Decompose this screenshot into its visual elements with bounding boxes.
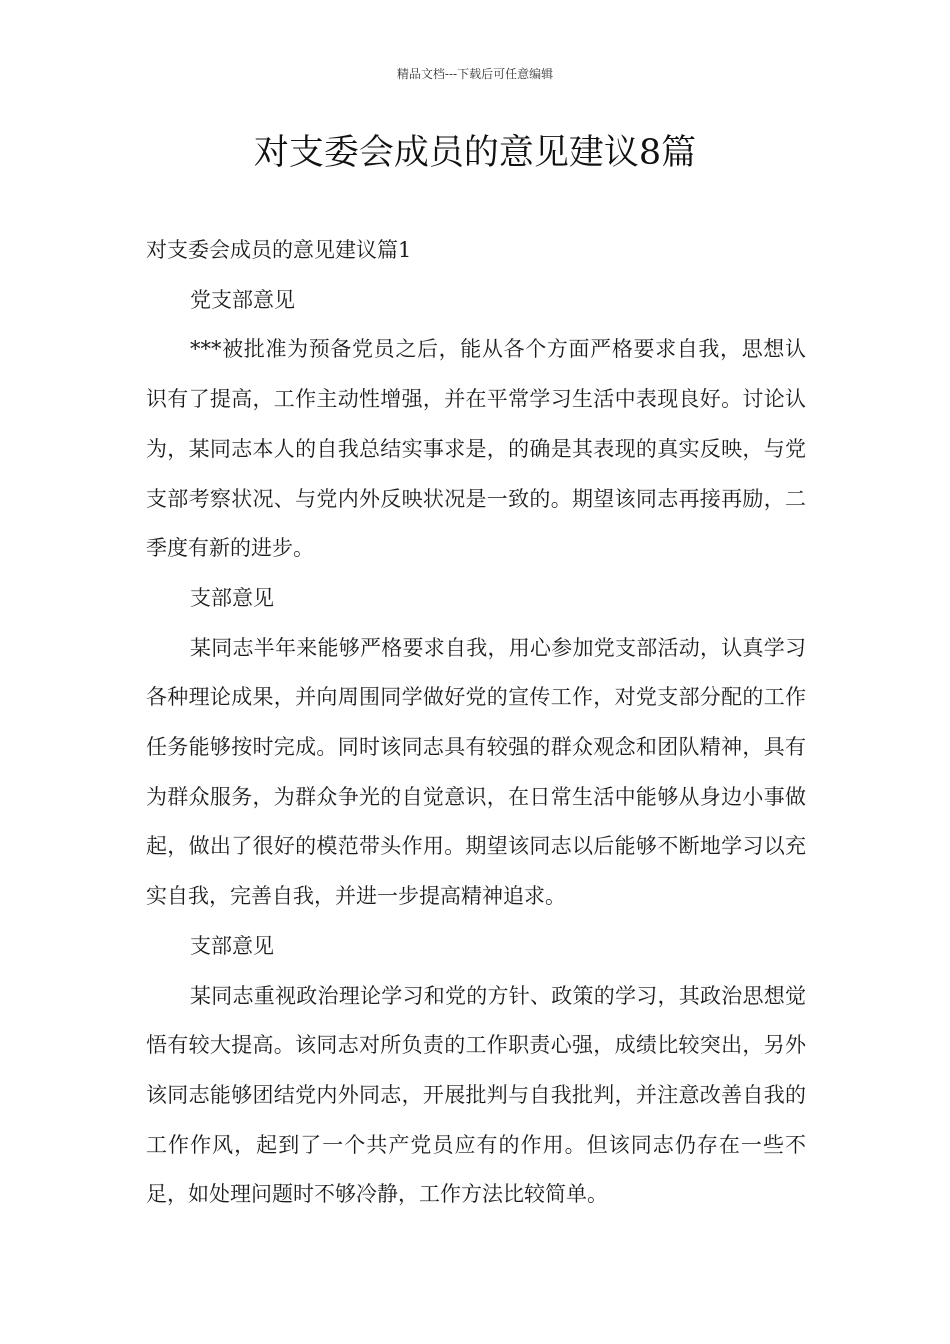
- block-paragraph-3: 某同志重视政治理论学习和党的方针、政策的学习，其政治思想觉悟有较大提高。该同志对所负责的工作职责心强，成绩比较突出，另外该同志能够团结党内外同志，开展批判与自我批判，并注意改善自我的工作作风，起到了一个共产党员应有的作用。但该同志仍存在一些不足，如处理问题时不够冷静，工作方法比较简单。: [146, 983, 806, 1207]
- section-heading: 对支委会成员的意见建议篇1: [146, 238, 412, 262]
- document-title: 对支委会成员的意见建议8篇: [253, 133, 697, 173]
- block-paragraph-2: 某同志半年来能够严格要求自我，用心参加党支部活动，认真学习各种理论成果，并向周围同学做好党的宣传工作，对党支部分配的工作任务能够按时完成。同时该同志具有较强的群众观念和团队精神，具有为群众服务，为群众争光的自觉意识，在日常生活中能够从身边小事做起，做出了很好的模范带头作用。期望该同志以后能够不断地学习以充实自我，完善自我，并进一步提高精神追求。: [146, 635, 806, 909]
- header-note: 精品文档---下载后可任意编辑: [396, 67, 554, 81]
- document-body: [146, 226, 806, 1220]
- block-heading-3: 支部意见: [190, 933, 274, 958]
- block-heading-1: 党支部意见: [190, 287, 295, 312]
- block-heading-2: 支部意见: [190, 585, 274, 610]
- block-paragraph-1: ***被批准为预备党员之后，能从各个方面严格要求自我，思想认识有了提高，工作主动性增强，并在平常学习生活中表现良好。讨论认为，某同志本人的自我总结实事求是，的确是其表现的真实反映，与党支部考察状况、与党内外反映状况是一致的。期望该同志再接再励，二季度有新的进步。: [146, 337, 806, 561]
